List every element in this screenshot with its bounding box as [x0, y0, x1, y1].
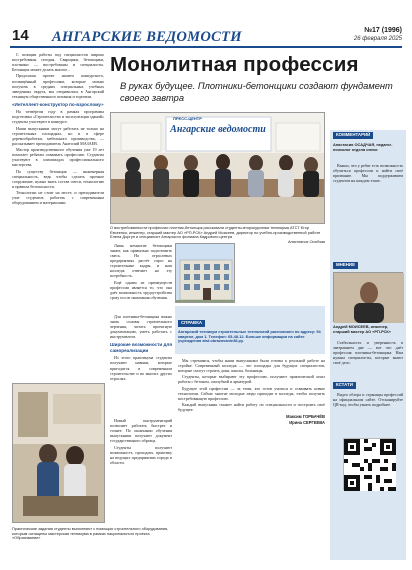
main-photo-illustration	[111, 113, 325, 224]
page-number: 14	[12, 27, 29, 44]
workshop-photo	[12, 383, 105, 523]
paragraph: Мастер производственного обучения уже 19 лет помогает ребятам осваивать профессию. Студенты участвуют в олимпиадах профессионального мастерства.	[12, 147, 104, 168]
main-photo	[110, 112, 325, 224]
left-column	[12, 52, 104, 377]
kstati-tag: КСТАТИ	[333, 382, 356, 389]
mnenie-paragraph: Стабильность и уверенность в завтрашнем дне — вот что даёт профессия плотника-бетонщика. Нам нужны специалисты, которые знают своё дело.	[333, 340, 403, 366]
issue-number: №17 (1996)	[364, 27, 402, 34]
paragraph: С позиции работы под специалистов широко востребованы сегодня. Сварщики, бетонщики, плотники — востребованы и специалисты. Бетонщик может делать многое...	[12, 52, 104, 73]
newspaper-name: АНГАРСКИЕ ВЕДОМОСТИ	[52, 29, 242, 45]
header-rule	[10, 46, 402, 48]
subheading: «Интеллект-конструктор по-взрослому»	[12, 101, 104, 107]
comment-tag: КОММЕНТАРИЙ	[333, 132, 373, 139]
mnenie-author: Андрей МОИСЕЕВ, инженер, старший мастер АО «РП-РСК»	[333, 324, 391, 334]
middle-column-lower	[110, 418, 172, 518]
workshop-caption: Практические задания студенты выполняют с помощью строительного оборудования, которым оснащены мастерская техникума в рамках национального проекта «Образование»	[12, 526, 169, 541]
avatar-illustration	[334, 273, 404, 323]
paragraph: Студенты, которые выбирают эту профессию, получают практический опыт работы с бетоном, опалубкой и арматурой.	[178, 374, 325, 385]
spravka-box	[175, 306, 325, 354]
main-photo-caption	[110, 226, 325, 245]
center-right-column	[178, 358, 325, 558]
issue-date: 26 февраля 2025	[353, 36, 402, 42]
paragraph: Для плотника-бетонщика важно знать основы строительного черчения, читать проектную документацию, уметь работать с инструментом.	[110, 314, 172, 340]
paragraph: Технологии не стоят на месте, и преподаватели учат студентов работать с современным оборудованием и материалами.	[12, 190, 104, 206]
paragraph: Ещё одним из преимуществ профессии является то, что она даёт возможность трудоустройства сразу после окончания обучения.	[110, 279, 172, 300]
kstati-text	[333, 392, 403, 432]
qr-code[interactable]	[343, 438, 395, 490]
paragraph: Лишь немногие бетонщики знают, как правильно подготовить смесь. На отраслевых предприятиях растёт спрос на строительные кадры, и наш колледж отвечает на эту потребность.	[110, 243, 172, 279]
comment-paragraph: Важно, что у ребят есть возможность обучиться профессии и найти своё призвание. Мы поддерживаем студентов на каждом этапе.	[333, 163, 403, 184]
backdrop-newspaper-logo: Ангарские ведомости	[170, 124, 266, 135]
spravka-tag: СПРАВКА	[178, 320, 205, 327]
comment-text	[333, 163, 403, 258]
mnenie-tag: МНЕНИЕ	[333, 262, 358, 269]
paragraph: По существу бетонщик — инженерная специальность, ведь чтобы сделать прочное сооружение, нужно знать состав смеси, технологию и правила безопасности.	[12, 168, 104, 189]
comment-author: Анастасия ОСАДЧАЯ, педагог-психолог отдела опеки	[333, 142, 393, 152]
article-title: Монолитная профессия	[110, 53, 359, 76]
signature-author: Ирина СЕРГЕЕВА	[289, 420, 325, 425]
paragraph: Студенты получают возможность проходить практику на ведущих предприятиях города и области.	[110, 444, 172, 465]
building-illustration	[176, 244, 235, 303]
paragraph: Из этого практикума студенты получают навыки, которые пригодятся в современном строительстве и во многих других отраслях.	[110, 355, 172, 381]
paragraph: Продолжая проект нашего конкурсного, посвящённый профессиям, которые можно получить в средних специальных учебных заведениях округа, мы отправились в Ангарский техникум общественного питания и торговли.	[12, 73, 104, 99]
building-photo	[175, 243, 235, 303]
subheading: Широкие возможности для самореализации	[110, 342, 172, 353]
qr-code-icon	[344, 439, 396, 491]
paragraph: Наши выпускники могут работать не только на строительных площадках, но и в сфере деревообработки, мебельного производства, — рассказывает преподаватель Анатолий МАЗАЕВ.	[12, 125, 104, 146]
middle-column-text	[110, 314, 172, 414]
paragraph: Новый инструментарий позволяет работать быстрее и точнее. По окончании обучения выпускники получают документ государственного образца.	[110, 418, 172, 444]
workshop-illustration	[13, 384, 105, 523]
main-photo-caption-text: О востребованности профессии плотник-бетонщик рассказали студенты-второкурсники техникума АТСТ Егор Евсеенко, инженер, старший мастер АО «РП-РСК» Андрей Моисеев, директор по учебно-производственной работе Елена Доргун и специалист Ангарского филиала Кадрового центра	[110, 225, 321, 240]
mnenie-text	[333, 340, 403, 375]
photo-credit: Анастасия Осадчая	[287, 239, 325, 245]
press-center-label: ПРЕСС-ЦЕНТР	[173, 116, 202, 121]
paragraph: Мы стремимся, чтобы наши выпускники были готовы к реальной работе на стройке. Современный колледж — это площадка для будущих специалистов, которые смогут строить дома, школы, больницы.	[178, 358, 325, 374]
paragraph: На четвёртом году в рамках программы подготовки «Строительство и эксплуатация зданий» студенты участвуют в конкурсе.	[12, 109, 104, 125]
mnenie-avatar	[333, 272, 403, 322]
paragraph: Каждый выпускник сможет найти работу по специальности и построить своё будущее.	[178, 402, 325, 413]
spravka-text: Ангарский техникум строительных технологий расположен по адресу: 94 квартал, дом 1. Телефон: 65-48-12. Больше информации на сайте учреждения atst.obrazovanie38.ру.	[178, 329, 321, 344]
middle-column-left	[110, 243, 172, 311]
article-subtitle: В руках будущее. Плотники-бетонщики создают фундамент своего завтра	[120, 81, 393, 103]
kstati-paragraph: Видео обзора и страницы профессий на официальном сайте. Отсканируйте QR-код, чтобы узнать подробнее.	[333, 392, 403, 408]
paragraph: Будущее этой профессии — за теми, кто готов учиться и осваивать новые технологии. Сейчас многие молодые люди приходят в колледж, чтобы получить востребованную профессию.	[178, 385, 325, 401]
signature-author: Максим ГОРБАЧЁВ	[286, 413, 325, 419]
